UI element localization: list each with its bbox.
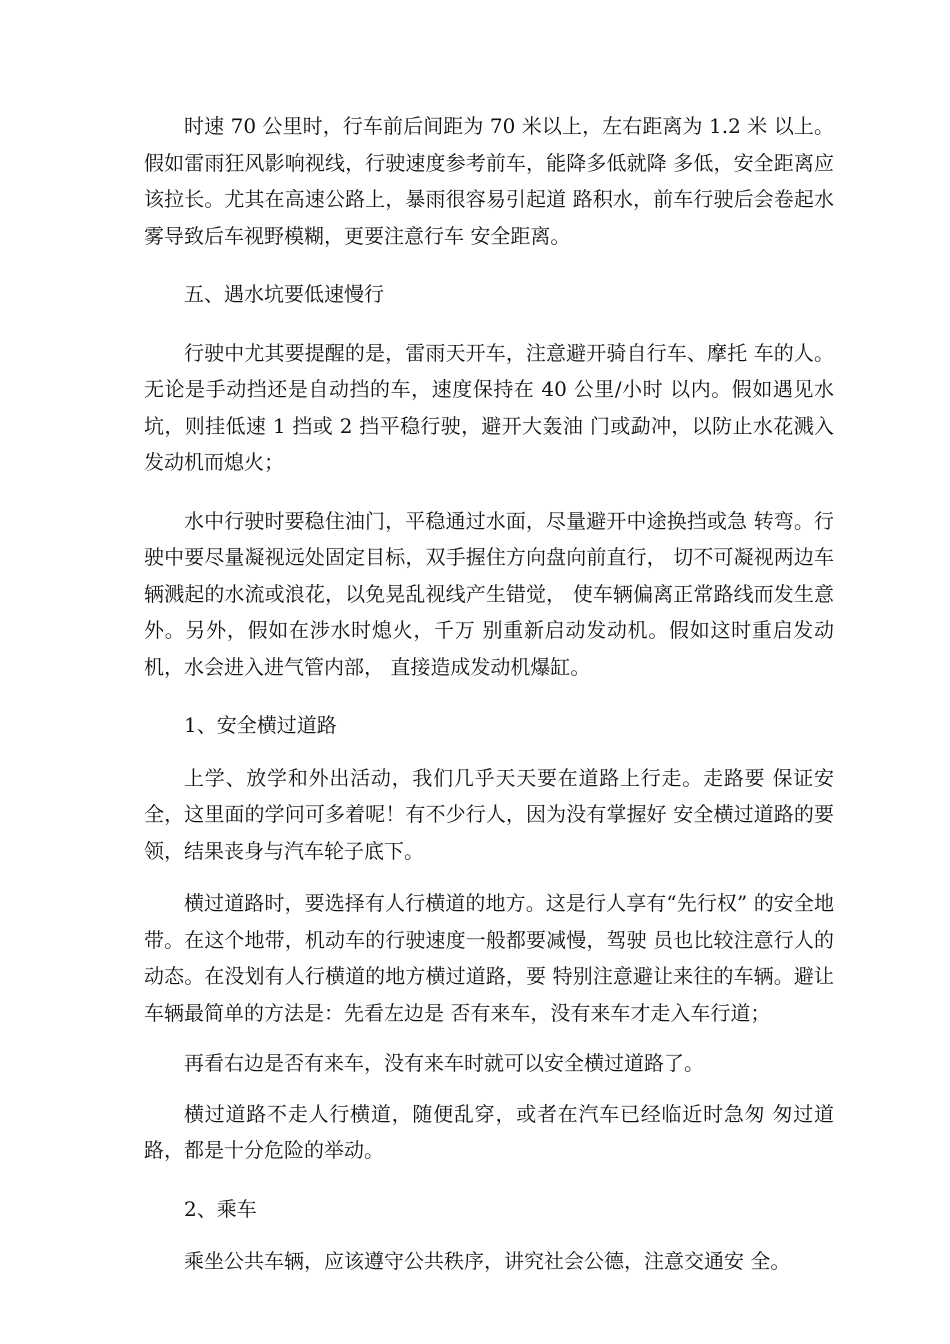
paragraph-look-right: 再看右边是否有来车，没有来车时就可以安全横过道路了。	[184, 1051, 704, 1075]
section-heading-riding: 2、乘车	[184, 1196, 257, 1221]
paragraph-safe-distance: 时速 70 公里时，行车前后间距为 70 米以上，左右距离为 1.2 米 以上。假如雷雨狂风影响视线，行驶速度参考前车，能降多低就降 多低，安全距离应该拉长。尤其在高速公路上，暴雨很容易引起道 路积水，前车行驶后会卷起水雾导致后车视野模糊，更要注意行车 安全距离。	[144, 114, 834, 248]
paragraph-driving-through-water: 水中行驶时要稳住油门，平稳通过水面，尽量避开中途换挡或急 转弯。行驶中要尽量凝视远处固定目标，双手握住方向盘向前直行， 切不可凝视两边车辆溅起的水流或浪花，以免晃乱视线产生错觉， 使车辆偏离正常路线而发生意外。另外，假如在涉水时熄火，千万 别重新启动发动机。假如这时重启发动机，水会进入进气管内部， 直接造成发动机爆缸。	[144, 508, 834, 679]
paragraph-jaywalking-danger: 横过道路不走人行横道，随便乱穿，或者在汽车已经临近时急匆 匆过道路，都是十分危险的举动。	[144, 1101, 834, 1162]
paragraph-public-transport: 乘坐公共车辆，应该遵守公共秩序，讲究社会公德，注意交通安 全。	[184, 1249, 791, 1273]
paragraph-crosswalk: 横过道路时，要选择有人行横道的地方。这是行人享有“先行权” 的安全地带。在这个地带，机动车的行驶速度一般都要减慢，驾驶 员也比较注意行人的动态。在没划有人行横道的地方横过道路，要 特别注意避让来往的车辆。避让车辆最简单的方法是：先看左边是 否有来车，没有来车才走入车行道；	[144, 891, 834, 1025]
paragraph-thunderstorm-driving: 行驶中尤其要提醒的是，雷雨天开车，注意避开骑自行车、摩托 车的人。无论是手动挡还是自动挡的车，速度保持在 40 公里/小时 以内。假如遇见水坑，则挂低速 1 挡或 2 挡平稳行驶，避开大轰油 门或勐冲，以防止水花溅入发动机而熄火；	[144, 340, 834, 474]
paragraph-walking-safety: 上学、放学和外出活动，我们几乎天天要在道路上行走。走路要 保证安全，这里面的学问可多着呢！有不少行人，因为没有掌握好 安全横过道路的要领，结果丧身与汽车轮子底下。	[144, 765, 834, 863]
document-body	[144, 108, 834, 1280]
section-heading-water-pits: 五、遇水坑要低速慢行	[184, 282, 384, 306]
section-heading-crossing-road: 1、安全横过道路	[184, 713, 337, 737]
